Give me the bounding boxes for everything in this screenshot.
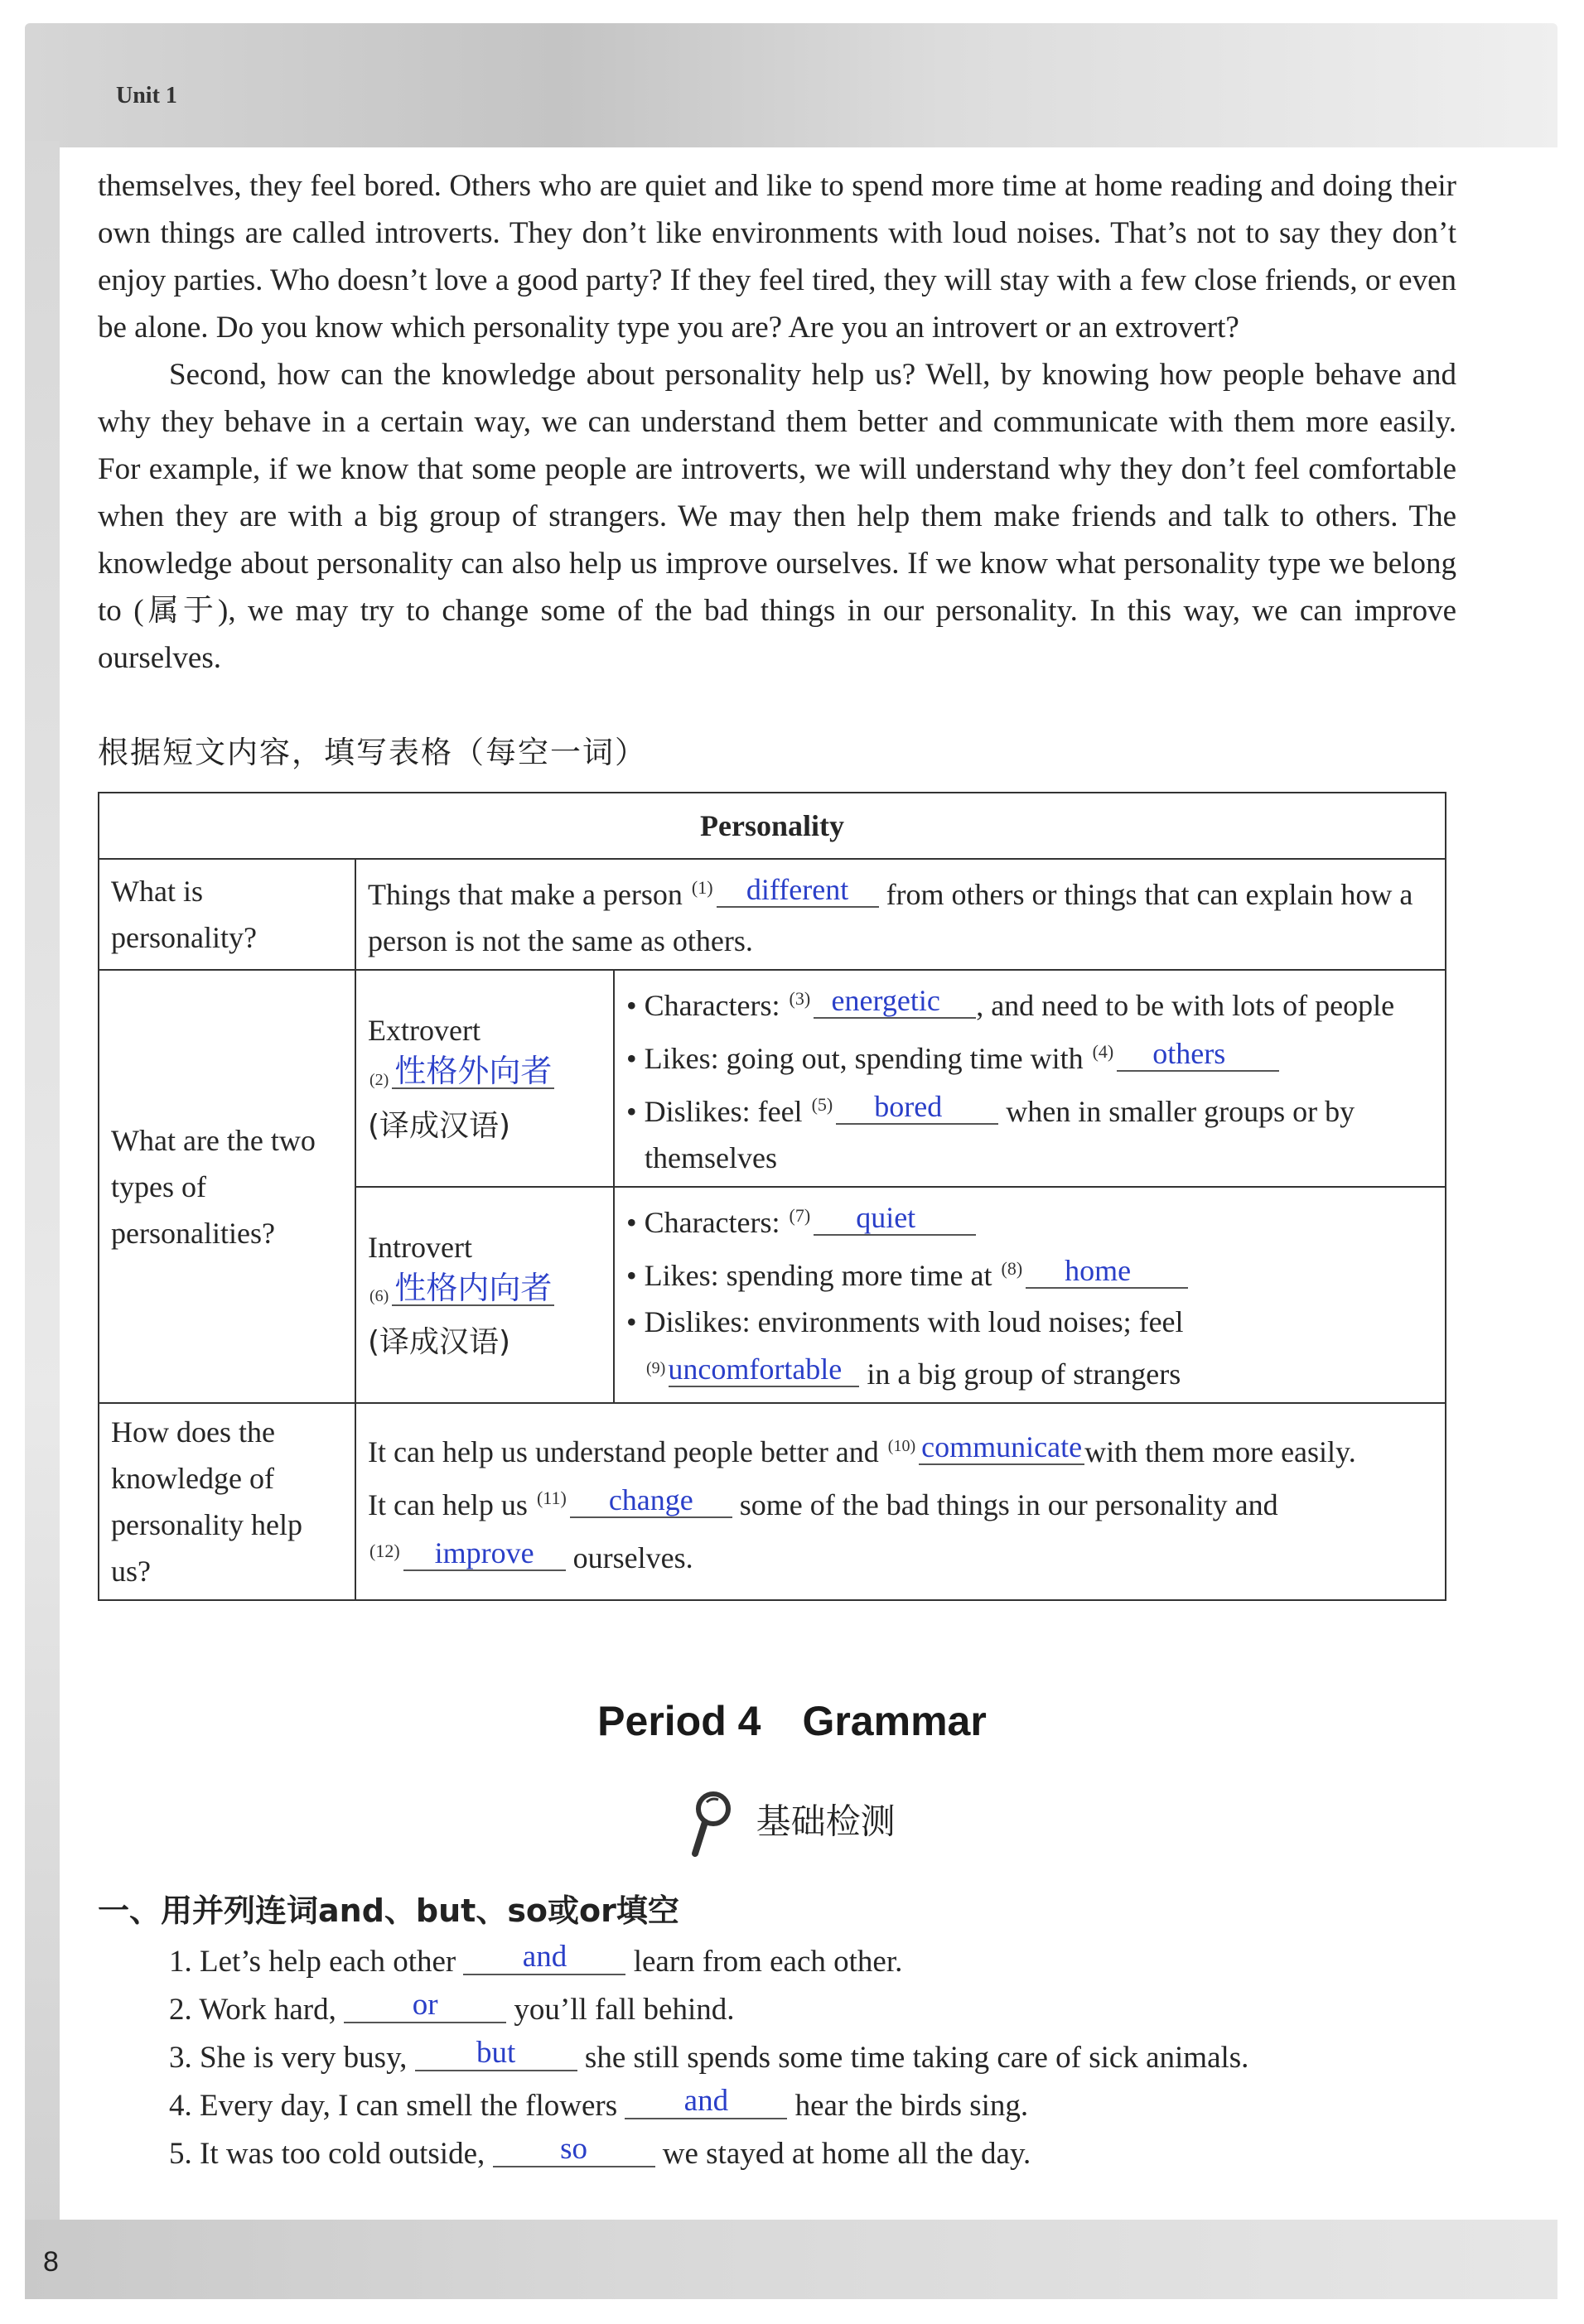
passage-paragraph-1: themselves, they feel bored. Others who are quiet and like to spend more time at home reading and doing their own things are called introverts. They don’t like environments with loud noises. That’s not to say they don’t enjoy parties. Who doesn’t love a good party? If they feel tired, they will stay with a few close friends, or even be alone. Do you know which personality type you are? Are you an introvert or an extrovert? (98, 169, 1456, 345)
exercise-list (169, 1938, 1248, 2178)
list-item (626, 1246, 1433, 1299)
question-cell-3: How does the knowledge of personality help us? (99, 1403, 355, 1600)
list-item (169, 2034, 1248, 2082)
item-number: 5. (169, 2137, 192, 2171)
item-text: Every day, I can smell the flowers (200, 2089, 618, 2123)
exercise-blank-4[interactable]: and (625, 2085, 787, 2119)
answer-text: ourselves. (572, 1540, 693, 1574)
item-text: when in smaller groups or by themselves (645, 1095, 1355, 1174)
answer-blank-12[interactable]: improve (403, 1536, 566, 1571)
exercise-blank-2[interactable]: or (344, 1989, 506, 2023)
introvert-cell (355, 1187, 614, 1403)
question-cell-1: What is personality? (99, 859, 355, 970)
page-number: 8 (43, 2246, 59, 2278)
table-row (99, 1403, 1446, 1600)
extrovert-cell (355, 970, 614, 1187)
item-number: 2. (169, 1993, 192, 2027)
table-instruction: 根据短文内容，填写表格（每空一词） (98, 735, 647, 770)
introvert-details (614, 1187, 1446, 1403)
exercise-blank-3[interactable]: but (415, 2037, 577, 2071)
reading-passage (98, 162, 1456, 682)
item-number: 1. (169, 1945, 192, 1979)
unit-label: Unit 1 (116, 83, 177, 108)
item-text: • Likes: going out, spending time with (626, 1042, 1084, 1075)
magnifier-icon (688, 1789, 735, 1859)
blank-number: (5) (811, 1094, 833, 1115)
answer-blank-4[interactable]: others (1117, 1037, 1279, 1072)
list-item (626, 1299, 1433, 1397)
blank-number: (9) (646, 1359, 666, 1377)
blank-number: (1) (691, 877, 713, 898)
list-item (626, 1193, 1433, 1246)
list-item (169, 1938, 1248, 1986)
blank-number: (6) (369, 1287, 389, 1306)
item-text: , and need to be with lots of people (976, 989, 1395, 1022)
answer-blank-3[interactable]: energetic (814, 984, 976, 1019)
translate-note: (译成汉语) (368, 1325, 511, 1360)
answer-blank-11[interactable]: change (570, 1483, 732, 1518)
table-row (99, 859, 1446, 970)
item-text: learn from each other. (633, 1945, 903, 1979)
list-item (169, 1986, 1248, 2034)
page-top-shadow (25, 23, 1557, 147)
introvert-label: Introvert (368, 1230, 472, 1264)
answer-cell-3 (355, 1403, 1446, 1600)
blank-number: (7) (789, 1205, 811, 1226)
translate-note: (译成汉语) (368, 1108, 511, 1143)
item-text: • Dislikes: feel (626, 1095, 803, 1128)
list-item (169, 2082, 1248, 2130)
section-heading (0, 1789, 1584, 1859)
exercise-blank-5[interactable]: so (493, 2133, 655, 2167)
answer-blank-8[interactable]: home (1026, 1254, 1188, 1289)
answer-text: from others or things that can explain how a person is not the same as others. (368, 878, 1413, 957)
item-text: hear the birds sing. (794, 2089, 1029, 2123)
item-text: She is very busy, (200, 2041, 408, 2075)
item-number: 4. (169, 2089, 192, 2123)
list-item (626, 976, 1433, 1029)
blank-number: (11) (536, 1487, 567, 1508)
exercise-heading: 一、用并列连词and、but、so或or填空 (98, 1892, 679, 1929)
period-title: Period 4 Grammar (597, 1698, 987, 1744)
table-row (99, 970, 1446, 1187)
answer-blank-5[interactable]: bored (836, 1090, 998, 1125)
answer-text: with them more easily. (1084, 1434, 1356, 1468)
blank-number: (4) (1092, 1041, 1114, 1062)
answer-text: Things that make a person (368, 878, 683, 911)
table-title: Personality (99, 793, 1446, 859)
answer-blank-9[interactable]: uncomfortable (669, 1352, 859, 1387)
answer-text: It can help us understand people better and (368, 1434, 879, 1468)
list-item (626, 1082, 1433, 1181)
blank-number: (12) (369, 1540, 400, 1561)
answer-blank-6[interactable]: 性格内向者 (392, 1271, 554, 1306)
list-item (169, 2130, 1248, 2178)
list-item (626, 1029, 1433, 1082)
item-text: she still spends some time taking care of sick animals. (584, 2041, 1249, 2075)
item-text: • Likes: spending more time at (626, 1259, 992, 1292)
personality-table (98, 792, 1446, 1601)
blank-number: (2) (369, 1070, 389, 1089)
answer-blank-10[interactable]: communicate (919, 1430, 1084, 1465)
passage-paragraph-2: Second, how can the knowledge about personality help us? Well, by knowing how people behave and why they behave in a certain way, we can understand them better and communicate with them more easily. For example, if we know that some people are introverts, we will understand why they don’t feel comfortable when they are with a big group of strangers. We may then help them make friends and talk to others. The knowledge about personality can also help us improve ourselves. If we know what personality type we belong to (属于), we may try to change some of the bad things in our personality. In this way, we can improve ourselves. (98, 358, 1456, 675)
answer-blank-2[interactable]: 性格外向者 (392, 1054, 554, 1089)
page-left-shadow (25, 141, 60, 2228)
blank-number: (10) (887, 1436, 916, 1455)
item-text: • Characters: (626, 989, 780, 1022)
answer-text: It can help us (368, 1487, 528, 1521)
item-text: in a big group of strangers (867, 1357, 1181, 1391)
question-cell-2: What are the two types of personalities? (99, 970, 355, 1403)
extrovert-details (614, 970, 1446, 1187)
item-text: • Characters: (626, 1206, 780, 1239)
item-text: Let’s help each other (200, 1945, 456, 1979)
section-title: 基础检测 (756, 1801, 896, 1842)
item-text: • Dislikes: environments with loud noises; feel (626, 1305, 1184, 1338)
item-text: we stayed at home all the day. (662, 2137, 1031, 2171)
blank-number: (8) (1001, 1258, 1023, 1279)
answer-text: some of the bad things in our personality and (739, 1487, 1278, 1521)
item-text: you’ll fall behind. (514, 1993, 735, 2027)
page-bottom-shadow (25, 2220, 1557, 2299)
answer-cell-1 (355, 859, 1446, 970)
blank-number: (3) (789, 988, 811, 1009)
extrovert-label: Extrovert (368, 1014, 481, 1048)
exercise-blank-1[interactable]: and (463, 1941, 625, 1975)
answer-blank-7[interactable]: quiet (814, 1201, 976, 1236)
answer-blank-1[interactable]: different (717, 873, 879, 908)
item-text: Work hard, (199, 1993, 336, 2027)
item-text: It was too cold outside, (200, 2137, 485, 2171)
item-number: 3. (169, 2041, 192, 2075)
